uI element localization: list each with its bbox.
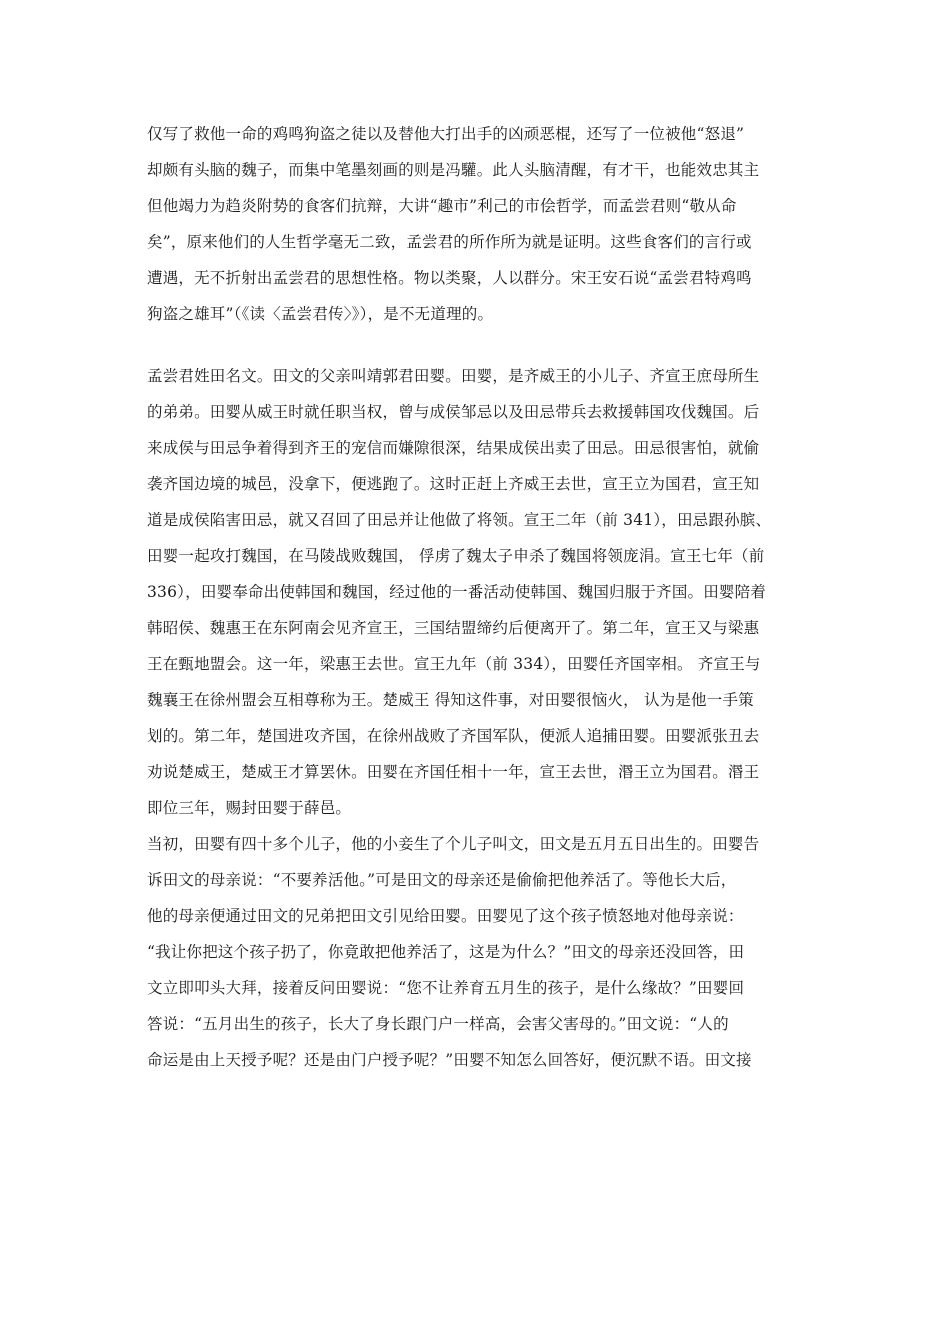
paragraph-3-line: 答说：“五月出生的孩子，长大了身长跟门户一样高，会害父害母的。”田文说：“人的 — [147, 1015, 729, 1033]
paragraph-1-line: 仅写了救他一命的鸡鸣狗盗之徒以及替他大打出手的凶顽恶棍，还写了一位被他“怒退” — [147, 125, 745, 143]
paragraph-2-line: 王在甄地盟会。这一年，梁惠王去世。宣王九年（前 334），田婴任齐国宰相。 齐宣王与 — [147, 655, 761, 673]
paragraph-3-line: “我让你把这个孩子扔了，你竟敢把他养活了，这是为什么？”田文的母亲还没回答，田 — [147, 943, 745, 961]
paragraph-1-line: 却颇有头脑的魏子，而集中笔墨刻画的则是冯驩。此人头脑清醒，有才干，也能效忠其主 — [147, 161, 760, 179]
paragraph-3-line: 文立即叩头大拜，接着反问田婴说：“您不让养育五月生的孩子，是什么缘故？”田婴回 — [147, 979, 745, 997]
paragraph-3-line: 诉田文的母亲说：“不要养活他。”可是田文的母亲还是偷偷把他养活了。等他长大后， — [147, 871, 737, 889]
paragraph-2-line: 袭齐国边境的城邑，没拿下，便逃跑了。这时正赶上齐威王去世，宣王立为国君，宣王知 — [147, 475, 760, 493]
paragraph-1-line: 但他竭力为趋炎附势的食客们抗辩，大讲“趣市”利己的市侩哲学，而孟尝君则“敬从命 — [147, 197, 737, 215]
paragraph-2-line: 魏襄王在徐州盟会互相尊称为王。楚威王 得知这件事，对田婴很恼火， 认为是他一手策 — [147, 691, 754, 709]
paragraph-1-line: 遭遇，无不折射出孟尝君的思想性格。物以类聚，人以群分。宋王安石说“孟尝君特鸡鸣 — [147, 269, 752, 287]
paragraph-3-line: 命运是由上天授予呢？还是由门户授予呢？”田婴不知怎么回答好，便沉默不语。田文接 — [147, 1051, 752, 1069]
paragraph-2-line: 划的。第二年，楚国进攻齐国，在徐州战败了齐国军队，便派人追捕田婴。田婴派张丑去 — [147, 727, 760, 745]
paragraph-1-line: 狗盗之雄耳”（《读〈孟尝君传〉》），是不无道理的。 — [147, 305, 494, 323]
paragraph-2-line: 孟尝君姓田名文。田文的父亲叫靖郭君田婴。田婴，是齐威王的小儿子、齐宣王庶母所生 — [147, 367, 760, 385]
paragraph-2-line: 336），田婴奉命出使韩国和魏国，经过他的一番活动使韩国、魏国归服于齐国。田婴陪着 — [147, 583, 767, 601]
paragraph-3-line: 当初，田婴有四十多个儿子，他的小妾生了个儿子叫文，田文是五月五日出生的。田婴告 — [147, 835, 760, 853]
paragraph-1-line: 矣”，原来他们的人生哲学毫无二致，孟尝君的所作所为就是证明。这些食客们的言行或 — [147, 233, 752, 251]
paragraph-2-line: 即位三年，赐封田婴于薛邑。 — [147, 799, 352, 817]
paragraph-2-line: 来成侯与田忌争着得到齐王的宠信而嫌隙很深，结果成侯出卖了田忌。田忌很害怕，就偷 — [147, 439, 760, 457]
paragraph-2-line: 田婴一起攻打魏国，在马陵战败魏国， 俘虏了魏太子申杀了魏国将领庞涓。宣王七年（前 — [147, 547, 765, 565]
paragraph-2-line: 劝说楚威王，楚威王才算罢休。田婴在齐国任相十一年，宣王去世，湣王立为国君。湣王 — [147, 763, 760, 781]
paragraph-2-line: 道是成侯陷害田忌，就又召回了田忌并让他做了将领。宣王二年（前 341），田忌跟孙膑、 — [147, 511, 772, 529]
paragraph-2-line: 的弟弟。田婴从威王时就任职当权，曾与成侯邹忌以及田忌带兵去救援韩国攻伐魏国。后 — [147, 403, 760, 421]
paragraph-2-line: 韩昭侯、魏惠王在东阿南会见齐宣王，三国结盟缔约后便离开了。第二年，宣王又与梁惠 — [147, 619, 760, 637]
paragraph-3-line: 他的母亲便通过田文的兄弟把田文引见给田婴。田婴见了这个孩子愤怒地对他母亲说： — [147, 907, 744, 925]
